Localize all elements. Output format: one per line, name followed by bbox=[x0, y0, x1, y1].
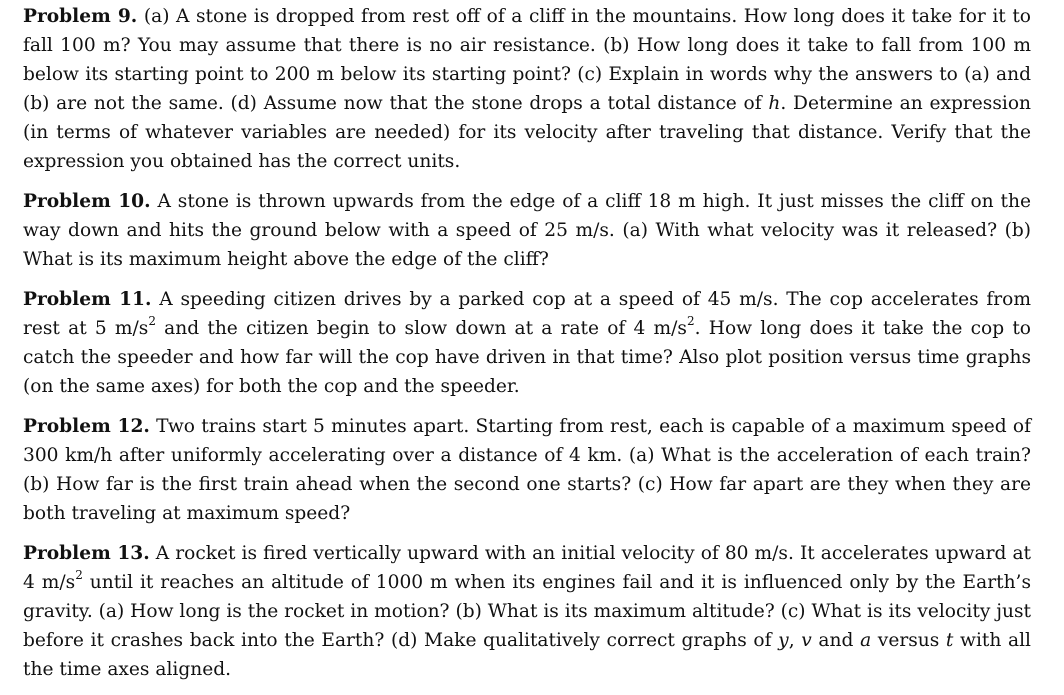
problem-11-text-1: A speeding citizen drives by a parked cop at a speed of 45 m/s. The cop accelerates from rest at 5 m/s bbox=[23, 289, 1031, 339]
problem-10-text: A stone is thrown upwards from the edge of a cliff 18 m high. It just misses the cliff on the way down and hits the ground below with a speed of 25 m/s. (a) With what velocity was it released? (b) What is its maximum height above the edge of the cliff? bbox=[23, 191, 1031, 270]
problem-10-label: Problem 10. bbox=[23, 191, 151, 212]
problem-13-text-5: versus bbox=[871, 630, 946, 651]
problem-12 bbox=[23, 412, 1031, 528]
problem-13-text-6: with all the time axes aligned. bbox=[23, 630, 1032, 680]
problem-13-var-v: v bbox=[801, 630, 812, 651]
problem-13-exponent: 2 bbox=[75, 567, 83, 582]
problem-set-page bbox=[23, 2, 1031, 695]
problem-13-label: Problem 13. bbox=[23, 543, 150, 564]
problem-9-text-2: . Determine an expression (in terms of whatever variables are needed) for its velocity after traveling that distance. Verify that the expression you obtained has the correct units. bbox=[23, 93, 1031, 172]
problem-10 bbox=[23, 187, 1031, 274]
problem-13-text-1: A rocket is fired vertically upward with an initial velocity of 80 m/s. It accelerates upward at 4 m/s bbox=[23, 543, 1031, 593]
problem-12-label: Problem 12. bbox=[23, 416, 150, 437]
problem-11-text-3: . How long does it take the cop to catch the speeder and how far will the cop have driven in that time? Also plot position versus time graphs (on the same axes) for both the cop and the speeder. bbox=[23, 318, 1031, 397]
problem-11 bbox=[23, 285, 1031, 401]
problem-11-text-2: and the citizen begin to slow down at a rate of 4 m/s bbox=[155, 318, 687, 339]
problem-13 bbox=[23, 539, 1031, 684]
problem-13-text-4: and bbox=[811, 630, 861, 651]
problem-13-text-3: , bbox=[788, 630, 802, 651]
problem-13-var-y: y bbox=[778, 630, 789, 651]
problem-9-text-1: (a) A stone is dropped from rest off of a cliff in the mountains. How long does it take for it to fall 100 m? You may assume that there is no air resistance. (b) How long does it take to fall from 100 m below its starting point to 200 m below its starting point? (c) Explain in words why the answers to (a) and (b) are not the same. (d) Assume now that the stone drops a total distance of bbox=[23, 6, 1032, 114]
problem-12-text: Two trains start 5 minutes apart. Starting from rest, each is capable of a maximum speed of 300 km/h after uniformly accelerating over a distance of 4 km. (a) What is the acceleration of each train? (b) How far is the first train ahead when the second one starts? (c) How far apart are they when they are both traveling at maximum speed? bbox=[23, 416, 1031, 524]
problem-9-label: Problem 9. bbox=[23, 6, 138, 27]
problem-11-exponent-1: 2 bbox=[148, 313, 156, 328]
problem-13-text-2: until it reaches an altitude of 1000 m when its engines fail and it is influenced only by the Earth’s gravity. (a) How long is the rocket in motion? (b) What is its maximum altitude? (c) What is its velocity just before it crashes back into the Earth? (d) Make qualitatively correct graphs of bbox=[23, 572, 1031, 651]
problem-11-label: Problem 11. bbox=[23, 289, 152, 310]
problem-11-exponent-2: 2 bbox=[686, 313, 695, 328]
problem-13-var-a: a bbox=[860, 630, 872, 651]
problem-13-var-t: t bbox=[945, 630, 954, 651]
problem-9 bbox=[23, 2, 1031, 176]
problem-9-var-h: h bbox=[768, 93, 781, 114]
